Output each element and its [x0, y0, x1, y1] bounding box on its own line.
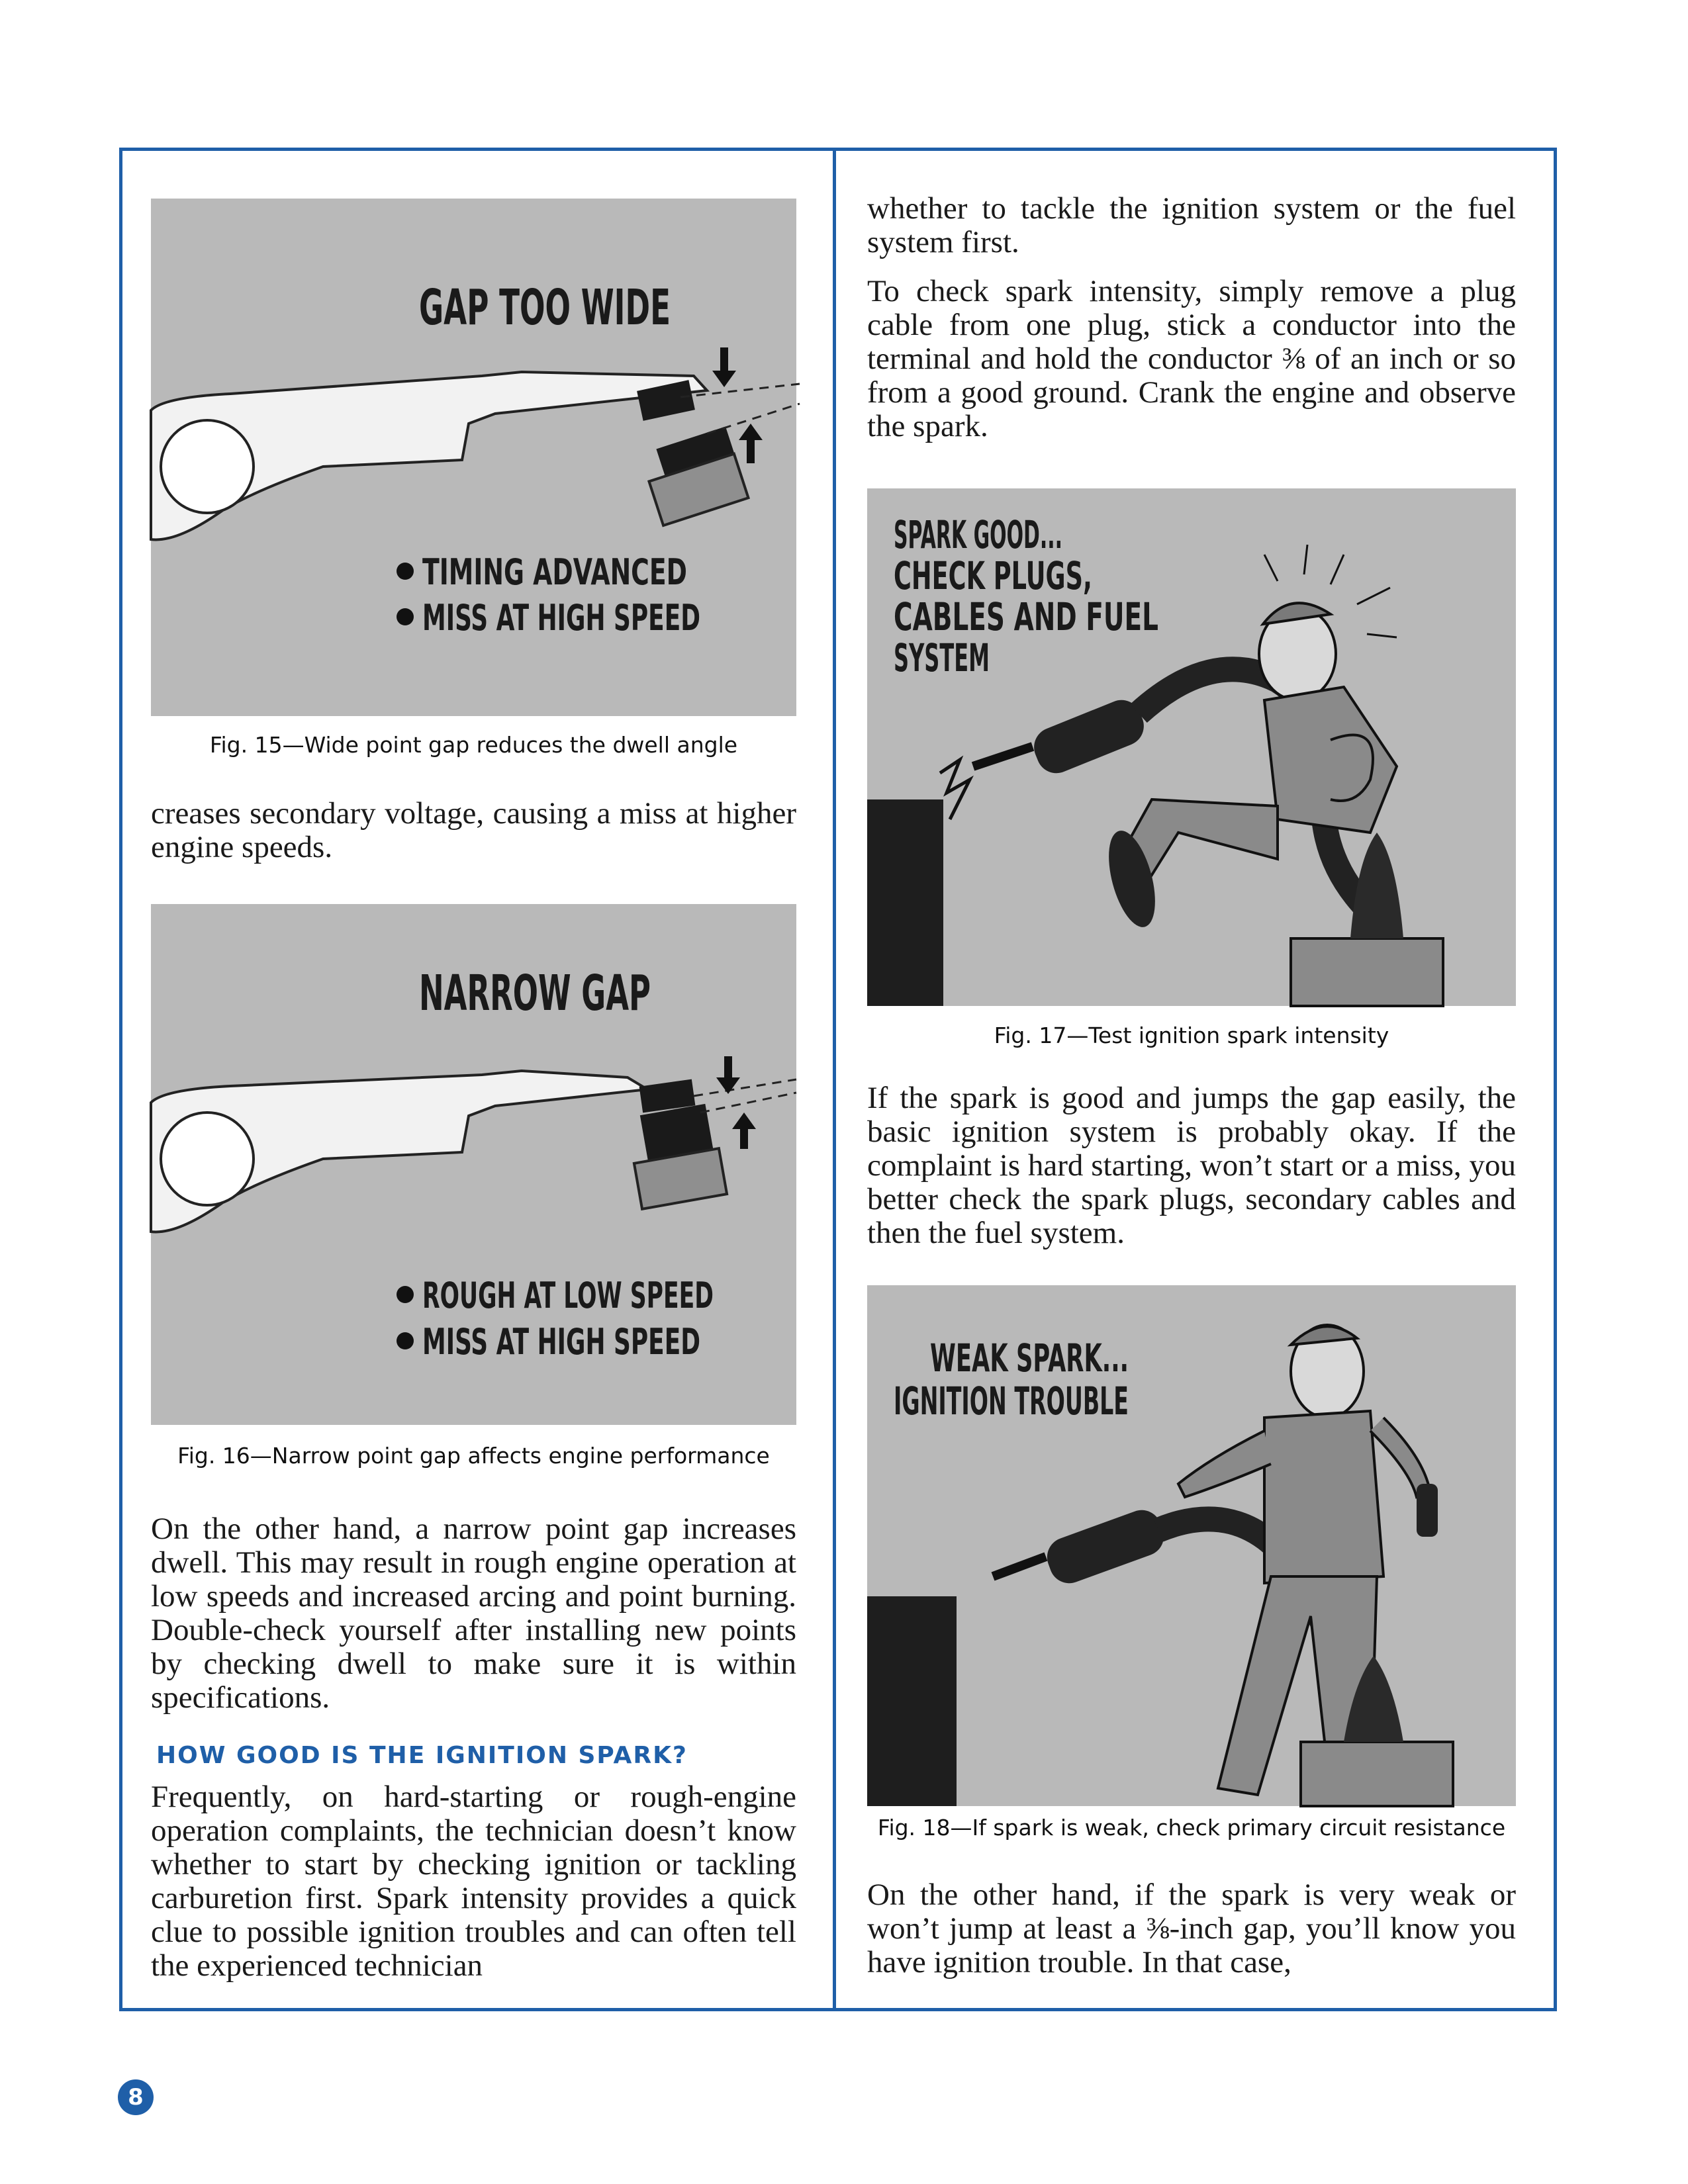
fig17-line-4: SYSTEM	[894, 635, 990, 680]
plug-cable-boot	[1028, 694, 1150, 780]
fig15-bullet-1: TIMING ADVANCED	[422, 551, 687, 593]
left-paragraph-1: creases secondary voltage, causing a miss at higher engine speeds.	[151, 796, 796, 864]
fig17-line-2: CHECK PLUGS,	[894, 553, 1092, 598]
gap-line-top	[694, 1079, 796, 1096]
fig17-line-3: CABLES AND FUEL	[894, 594, 1158, 639]
conductor-rod	[993, 1557, 1046, 1576]
ground-block	[867, 799, 943, 1006]
arrow-up-icon	[732, 1113, 756, 1149]
left-paragraph-2: On the other hand, a narrow point gap increases dwell. This may result in rough engine operation at low speeds and increased arcing and point burning. Double-check yourself after installing new points by checking dwell to make sure it is within specifications.	[151, 1512, 796, 1715]
right-paragraph-3: If the spark is good and jumps the gap easily, the basic ignition system is probably okay. If the complaint is hard starting, won’t start or a miss, you better check the spark plugs, secondary cables and then the fuel system.	[867, 1081, 1516, 1250]
arrow-down-icon	[712, 347, 736, 387]
bullet-icon	[397, 1332, 414, 1349]
right-paragraph-4: On the other hand, if the spark is very weak or won’t jump at least a ⅜-inch gap, you’ll know you have ignition trouble. In that case,	[867, 1878, 1516, 1979]
distributor-cap	[1350, 833, 1403, 938]
fig15-bullet-2: MISS AT HIGH SPEED	[422, 597, 700, 639]
fig17-line-1: SPARK GOOD...	[894, 512, 1062, 557]
gap-line-bottom	[700, 1093, 796, 1113]
pivot-hole	[161, 420, 254, 513]
pivot-hole	[161, 1113, 254, 1205]
right-paragraph-2: To check spark intensity, simply remove a plug cable from one plug, stick a conductor into the terminal and hold the conductor ⅜ of an inch or so from a good ground. Crank the engine and observe the spark.	[867, 274, 1516, 443]
figure-15-caption: Fig. 15—Wide point gap reduces the dwell angle	[209, 732, 738, 758]
spark-good-cartoon	[867, 488, 1516, 1006]
fig15-title: GAP TOO WIDE	[419, 279, 671, 336]
remote-starter-switch	[1417, 1484, 1438, 1537]
arrow-down-icon	[716, 1056, 740, 1094]
figure-18-illustration	[867, 1285, 1516, 1806]
left-paragraph-3: Frequently, on hard-starting or rough-engine operation complaints, the technician doesn’t know whether to start by checking ignition or tackling carburetion first. Spark intensity provides a quick clue to possible ignition troubles and can often tell the experienced technician	[151, 1780, 796, 1983]
ground-block	[867, 1596, 957, 1806]
weak-spark-cartoon	[867, 1285, 1516, 1806]
bullet-icon	[397, 608, 414, 625]
technician-torso	[1264, 1411, 1383, 1583]
plug-cable-boot	[1041, 1504, 1169, 1588]
page-number-badge: 8	[118, 2079, 154, 2115]
fig18-line-2: IGNITION TROUBLE	[894, 1379, 1129, 1424]
column-divider	[833, 148, 836, 2011]
figure-16-illustration	[151, 904, 796, 1425]
figure-17-caption: Fig. 17—Test ignition spark intensity	[994, 1023, 1389, 1048]
fig16-bullet-2: MISS AT HIGH SPEED	[422, 1321, 700, 1363]
spark-bolt-icon	[940, 760, 970, 819]
section-heading: HOW GOOD IS THE IGNITION SPARK?	[156, 1742, 688, 1769]
technician-arm-left	[1178, 1431, 1271, 1497]
fig18-line-1: WEAK SPARK...	[930, 1336, 1129, 1381]
conductor-rod	[973, 747, 1033, 766]
figure-16-caption: Fig. 16—Narrow point gap affects engine performance	[177, 1443, 770, 1469]
figure-17-illustration	[867, 488, 1516, 1006]
bullet-icon	[397, 1286, 414, 1303]
distributor-base	[1291, 938, 1443, 1006]
arrow-up-icon	[739, 424, 763, 463]
figure-15-illustration	[151, 199, 796, 716]
right-paragraph-1: whether to tackle the ignition system or the fuel system first.	[867, 191, 1516, 259]
fig16-title: NARROW GAP	[419, 965, 651, 1022]
breaker-points-wide-gap-drawing	[151, 199, 796, 716]
distributor-base	[1301, 1742, 1453, 1806]
fig16-bullet-1: ROUGH AT LOW SPEED	[422, 1275, 714, 1316]
bullet-icon	[397, 563, 414, 580]
breaker-points-narrow-gap-drawing	[151, 904, 796, 1425]
figure-18-caption: Fig. 18—If spark is weak, check primary circuit resistance	[877, 1815, 1506, 1841]
